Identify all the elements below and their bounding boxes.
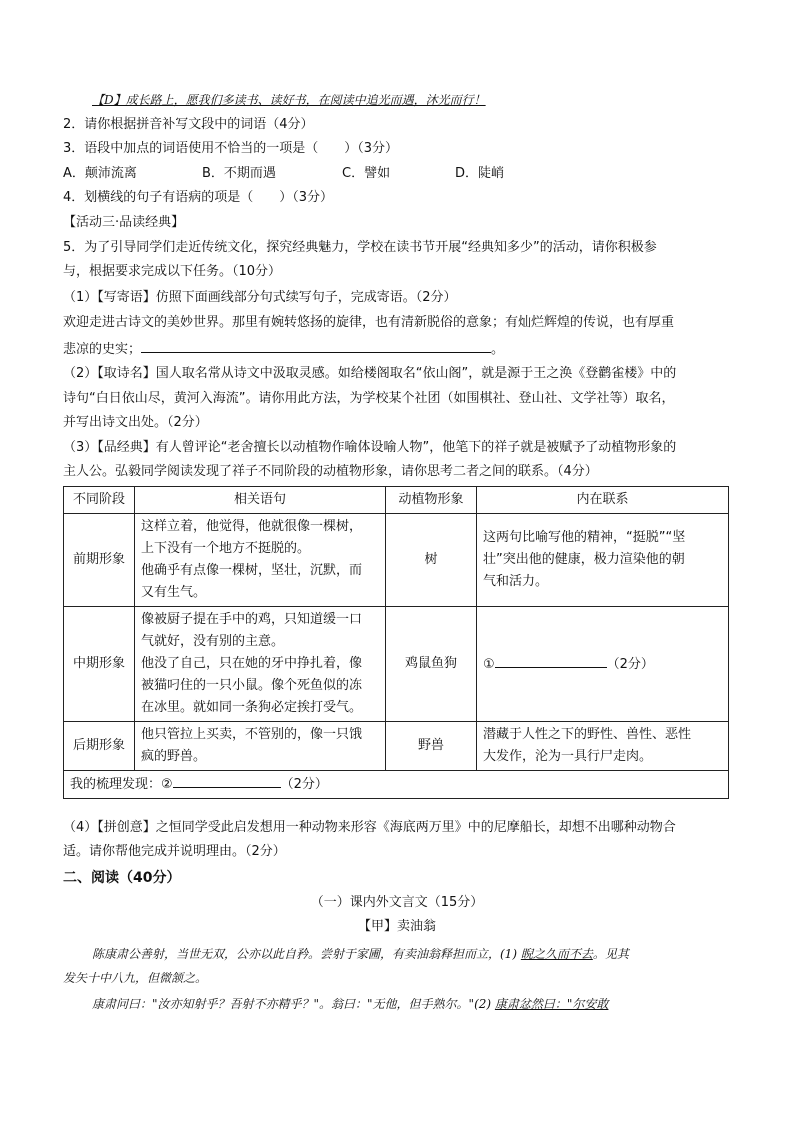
- table-header: 不同阶段: [64, 487, 135, 514]
- stage-cell: 中期形象: [64, 607, 135, 722]
- sentence-line: 他确乎有点像一棵树，坚壮，沉默，而: [141, 563, 363, 578]
- answer-blank[interactable]: [141, 338, 491, 353]
- question-3-options: [63, 164, 505, 184]
- question-5-line1: 5．为了引导同学们走近传统文化，探究经典魅力，学校在读书节开展“经典知多少”的活动，请你积极参: [63, 240, 657, 255]
- link-line: 壮”突出他的健康，极力渲染他的朝: [483, 552, 685, 567]
- sentences-cell: [135, 514, 386, 607]
- option-d: D．陡峭: [455, 166, 505, 181]
- passage-text: 陈康肃公善射，当世无双，公亦以此自矜。尝射于家圃，有卖油翁释担而立，(1): [92, 947, 521, 961]
- passage-title: 【甲】卖油翁: [357, 919, 436, 934]
- sentence-line: 他只管拉上买卖，不管别的，像一只饿: [141, 727, 363, 742]
- sentence-line: 又有生气。: [141, 585, 207, 600]
- answer-blank[interactable]: [173, 773, 281, 788]
- link-cell: [477, 722, 729, 771]
- analysis-table: [63, 486, 729, 799]
- score-note: （2分）: [606, 656, 654, 672]
- sentence-line: 他没了自己，只在她的牙中挣扎着，像: [141, 656, 363, 671]
- table-header: 内在联系: [477, 487, 729, 514]
- question-3: 3．语段中加点的词语使用不恰当的一项是（ ）（3分）: [63, 141, 399, 156]
- table-row: [64, 722, 729, 771]
- task-4-line2: 适。请你帮他完成并说明理由。（2分）: [63, 844, 286, 859]
- sentence-line: 上下没有一个地方不挺脱的。: [141, 541, 311, 556]
- table-header-row: [64, 487, 729, 514]
- option-a: A．颠沛流离: [63, 166, 137, 181]
- task-2-line2: 诗句“白日依山尽，黄河入海流”。请你用此方法，为学校某个社团（如围棋社、登山社、文学社等）取名，: [63, 391, 675, 406]
- task-4-line1: （4）【拼创意】之恒同学受此启发想用一种动物来形容《海底两万里》中的尼摩船长，却想不出哪种动物合: [63, 820, 676, 835]
- sentences-cell: [135, 722, 386, 771]
- task-2-line1: （2）【取诗名】国人取名常从诗文中汲取灵感。如给楼阁取名“依山阁”，就是源于王之涣《登鹳雀楼》中的: [63, 366, 677, 381]
- link-cell: [477, 607, 729, 722]
- passage-line1: [92, 944, 629, 964]
- score-note: （2分）: [280, 777, 328, 792]
- table-row: [64, 514, 729, 607]
- stage-cell: 后期形象: [64, 722, 135, 771]
- link-line: 气和活力。: [483, 574, 549, 589]
- task-1-title: （1）【写寄语】仿照下面画线部分句式续写句子，完成寄语。（2分）: [63, 290, 457, 305]
- task-2-line3: 并写出诗文出处。（2分）: [63, 415, 208, 430]
- link-cell: [477, 514, 729, 607]
- question-4: 4．划横线的句子有语病的项是（ ）（3分）: [63, 190, 334, 205]
- sentence-line: 这样立着，他觉得，他就很像一棵树，: [141, 519, 363, 534]
- stage-cell: 前期形象: [64, 514, 135, 607]
- footer-label: 我的梳理发现：②: [70, 777, 173, 792]
- answer-blank[interactable]: [495, 653, 607, 668]
- underlined-sentence: 睨之久而不去: [520, 947, 593, 961]
- table-row: [64, 607, 729, 722]
- task-3-line2: 主人公。弘毅同学阅读发现了祥子不同阶段的动植物形象，请你思考二者之间的联系。（4分）: [63, 464, 598, 479]
- table-footer-row: [64, 771, 729, 799]
- task-1-text2-end: 。: [491, 342, 505, 357]
- sentence-line: 被猫叼住的一只小鼠。像个死鱼似的冻: [141, 678, 363, 693]
- table-header: 相关语句: [135, 487, 386, 514]
- image-cell: 鸡鼠鱼狗: [386, 607, 477, 722]
- sentence-line: 疯的野兽。: [141, 749, 207, 764]
- task-1-text1: 欢迎走进古诗文的美妙世界。那里有婉转悠扬的旋律，也有清新脱俗的意象；有灿烂辉煌的传说，也有厚重: [63, 315, 675, 330]
- question-2: 2．请你根据拼音补写文段中的词语（4分）: [63, 117, 314, 132]
- image-cell: 树: [386, 514, 477, 607]
- underlined-sentence: 康肃忿然曰："尔安敢: [494, 997, 609, 1011]
- sentence-line: 气就好，没有别的主意。: [141, 634, 285, 649]
- passage-line3: [92, 994, 608, 1014]
- option-c: C．譬如: [342, 166, 391, 181]
- image-cell: 野兽: [386, 722, 477, 771]
- task-3-line1: （3）【品经典】有人曾评论“老舍擅长以动植物作喻体设喻人物”，他笔下的祥子就是被赋予了动植物形象的: [63, 440, 677, 455]
- section-2-heading: 二、阅读（40分）: [63, 870, 181, 886]
- answer-marker: ①: [483, 656, 495, 672]
- link-line: 这两句比喻写他的精神，“挺脱”“坚: [483, 530, 686, 545]
- question-5-line2: 与，根据要求完成以下任务。（10分）: [63, 264, 282, 279]
- sentences-cell: [135, 607, 386, 722]
- passage-text: 。见其: [592, 947, 629, 961]
- passage-line2: 发矢十中八九，但微颔之。: [63, 971, 208, 985]
- passage-text: 康肃问曰："汝亦知射乎？吾射不亦精乎？"。翁曰："无他，但手熟尔。"(2): [92, 997, 495, 1011]
- subsection-heading: （一）课内外文言文（15分）: [310, 895, 484, 910]
- activity-3-heading: 【活动三·品读经典】: [63, 215, 185, 230]
- top-note: 【D】成长路上，愿我们多读书、读好书，在阅读中追光而遇，沐光而行！: [92, 93, 486, 107]
- sentence-line: 像被厨子提在手中的鸡，只知道缓一口: [141, 612, 363, 627]
- link-line: 潜藏于人性之下的野性、兽性、恶性: [483, 727, 692, 742]
- footer-cell: [64, 771, 729, 799]
- sentence-line: 在冰里。就如同一条狗必定挨打受气。: [141, 700, 363, 715]
- table-header: 动植物形象: [386, 487, 477, 514]
- link-line: 大发作，沦为一具行尸走肉。: [483, 749, 653, 764]
- task-1-text2: [63, 338, 504, 360]
- option-b: B．不期而遇: [202, 166, 276, 181]
- task-1-text2-start: 悲凉的史实；: [63, 342, 142, 357]
